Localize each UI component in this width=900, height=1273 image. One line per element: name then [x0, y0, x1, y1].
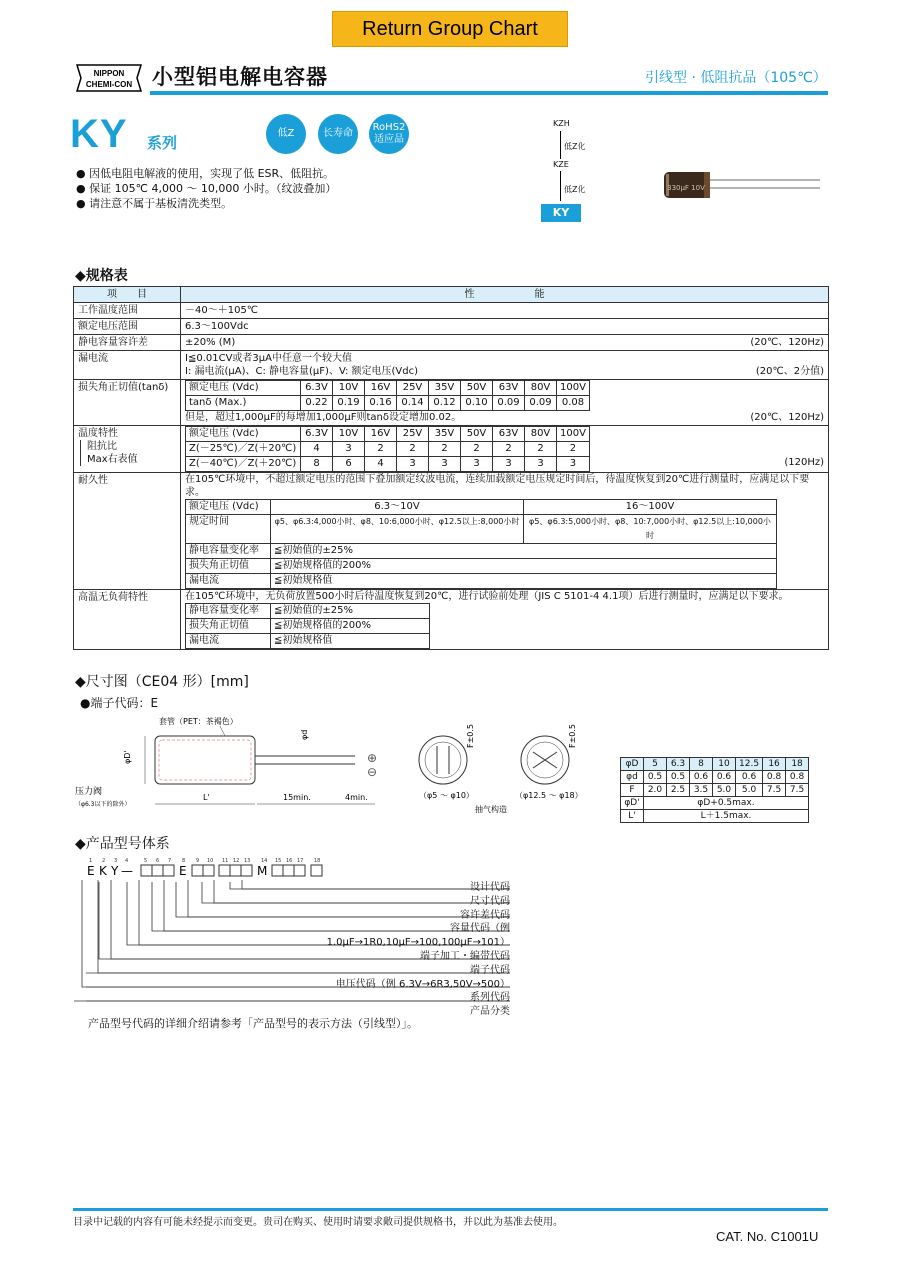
- dim-cell: 0.6: [736, 771, 763, 784]
- imp-value: 3: [397, 457, 429, 472]
- digit: 10: [207, 858, 214, 864]
- imp-value: 2: [557, 442, 590, 457]
- flow-arrow-2: [560, 171, 561, 201]
- impedance-table: [185, 426, 590, 472]
- digit: 11: [222, 858, 229, 864]
- dim-cell: 12.5: [736, 758, 763, 771]
- tan-value: 0.19: [333, 396, 365, 411]
- row-label: Max右表值: [87, 454, 138, 465]
- imp-value: 2: [461, 442, 493, 457]
- imp-value: 4: [301, 442, 333, 457]
- tan-volt: 10V: [333, 381, 365, 396]
- end-time: φ5、φ6.3:5,000小时、φ8、10:7,000小时、φ12.5以上:10,000小时: [524, 515, 777, 544]
- imp-volt: 6.3V: [301, 427, 333, 442]
- row-label: 损失角正切值(tanδ): [74, 380, 181, 426]
- tan-volt: 16V: [365, 381, 397, 396]
- tan-value: 0.14: [397, 396, 429, 411]
- dim-cell: 5.0: [713, 784, 736, 797]
- row-value: －40～＋105℃: [181, 303, 829, 319]
- digit: 9: [196, 858, 200, 864]
- imp-volt: 50V: [461, 427, 493, 442]
- endurance-table: [185, 499, 777, 589]
- view1-caption: （φ5 ～ φ10）: [419, 791, 474, 800]
- sleeve-label: 套管（PET：茶褐色）: [159, 717, 238, 726]
- imp-volt: 100V: [557, 427, 590, 442]
- feature-list: [76, 166, 336, 211]
- partnum-labels: [300, 881, 510, 1019]
- end-time: φ5、φ6.3:4,000小时、φ8、10:6,000小时、φ12.5以上:8,000小时: [271, 515, 524, 544]
- imp-volt: 10V: [333, 427, 365, 442]
- end-volt: 16～100V: [524, 500, 777, 515]
- dim-cell: 0.5: [644, 771, 667, 784]
- row-value: I: 漏电流(μA)、C: 静电容量(μF)、V: 额定电压(Vdc): [185, 366, 419, 377]
- imp-header: 额定电压 (Vdc): [186, 427, 301, 442]
- dim-cell: 5.0: [736, 784, 763, 797]
- flow-label-1: 低Z化: [564, 142, 586, 151]
- end-value: ≦初始规格值: [271, 574, 777, 589]
- end-header: 规定时间: [186, 515, 271, 544]
- imp-volt: 25V: [397, 427, 429, 442]
- imp-value: 2: [429, 442, 461, 457]
- dimension-drawing: [75, 712, 615, 824]
- dim-cell: φd: [621, 771, 644, 784]
- series-suffix: 系列: [147, 134, 178, 152]
- pitch-label-1: F±0.5: [466, 723, 475, 748]
- tan-volt: 6.3V: [301, 381, 333, 396]
- title-rule: [150, 91, 828, 95]
- catalog-number: CAT. No. C1001U: [716, 1229, 819, 1244]
- footer-text: 目录中记载的内容有可能未经提示而变更。贵司在购买、使用时请要求敞司提供规格书，并以此为基准去使用。: [73, 1217, 563, 1228]
- row-label: 漏电流: [74, 351, 181, 380]
- tan-volt: 100V: [557, 381, 590, 396]
- dim-cell: F: [621, 784, 644, 797]
- tan-volt: 80V: [525, 381, 557, 396]
- digit: 13: [244, 858, 251, 864]
- logo-text-1: NIPPON: [93, 69, 125, 78]
- long-life-badge: 长寿命: [318, 114, 358, 154]
- view2-caption: （φ12.5 ～ φ18）: [515, 791, 583, 800]
- pitch-label-2: F±0.5: [568, 723, 577, 748]
- dim-cell: 3.5: [690, 784, 713, 797]
- spec-table: [73, 286, 829, 650]
- digit: 12: [233, 858, 240, 864]
- imp-value: 6: [333, 457, 365, 472]
- end-header: 静电容量变化率: [186, 544, 271, 559]
- digit: 4: [125, 858, 129, 864]
- code-char: K: [99, 864, 107, 878]
- endurance-text: 在105℃环境中，不超过额定电压的范围下叠加额定纹波电流，连续加载额定电压规定时间后，待温度恢复到20℃进行测量时，应满足以下要求。: [185, 474, 810, 498]
- row-note: (120Hz): [784, 457, 824, 468]
- flow-current-ky: KY: [541, 204, 581, 222]
- code-char: M: [257, 864, 268, 878]
- row-label: 静电容量容许差: [74, 335, 181, 351]
- imp-value: 3: [333, 442, 365, 457]
- digit: 15: [275, 858, 282, 864]
- tan-table: [185, 380, 590, 411]
- pn-label: 电压代码（例 6.3V→6R3,50V→500）: [335, 978, 510, 990]
- digit: 14: [261, 858, 268, 864]
- dim-cell: φD': [621, 797, 644, 810]
- imp-value: 3: [493, 457, 525, 472]
- vent-note: （φ6.3以下的除外）: [75, 801, 131, 808]
- code-char: —: [121, 864, 133, 878]
- pn-label: 容量代码（例 1.0μF→1R0,10μF→100,100μF→101）: [326, 923, 510, 949]
- row-label: 高温无负荷特性: [74, 590, 181, 650]
- dim-cell: 10: [713, 758, 736, 771]
- dim-cell: 0.8: [786, 771, 809, 784]
- imp-header: Z(－25℃)／Z(＋20℃): [186, 442, 301, 457]
- digit: 3: [114, 858, 118, 864]
- code-char: E: [87, 864, 95, 878]
- imp-header: Z(－40℃)／Z(＋20℃): [186, 457, 301, 472]
- dim-cell: 0.6: [690, 771, 713, 784]
- dim-cell: 5: [644, 758, 667, 771]
- flow-arrow-1: [560, 131, 561, 159]
- end-volt: 6.3～10V: [271, 500, 524, 515]
- row-label: 工作温度范围: [74, 303, 181, 319]
- pn-label: 尺寸代码: [470, 895, 510, 907]
- lead-length-label: 15min.: [283, 793, 311, 802]
- end-header: 漏电流: [186, 574, 271, 589]
- code-char: Y: [111, 864, 119, 878]
- digit: 2: [102, 858, 106, 864]
- dim-cell: φD: [621, 758, 644, 771]
- tan-value: 0.09: [493, 396, 525, 411]
- end-header: 损失角正切值: [186, 559, 271, 574]
- imp-volt: 16V: [365, 427, 397, 442]
- imp-value: 3: [429, 457, 461, 472]
- row-label: 温度特性: [78, 428, 118, 439]
- footer-rule: [73, 1208, 828, 1211]
- pn-label: 设计代码: [470, 882, 510, 893]
- plus-icon: ⊕: [367, 751, 378, 765]
- tan-header: tanδ (Max.): [186, 396, 301, 411]
- dim-cell: L＋1.5max.: [644, 810, 809, 823]
- code-char: E: [179, 864, 187, 878]
- imp-volt: 35V: [429, 427, 461, 442]
- vent-struct-label: 抽气构造: [475, 805, 507, 814]
- imp-value: 2: [525, 442, 557, 457]
- tan-header: 额定电压 (Vdc): [186, 381, 301, 396]
- pn-label: 系列代码: [470, 992, 510, 1004]
- tan-value: 0.22: [301, 396, 333, 411]
- dim-cell: 8: [690, 758, 713, 771]
- dim-cell: 0.5: [667, 771, 690, 784]
- row-note: (20℃、2分值): [755, 366, 824, 377]
- feature-item: ● 保证 105℃ 4,000 ～ 10,000 小时。（纹波叠加）: [76, 181, 336, 196]
- length-label: L': [203, 793, 210, 802]
- row-label: 耐久性: [74, 473, 181, 590]
- dim-cell: 6.3: [667, 758, 690, 771]
- row-note: (20℃、120Hz): [750, 337, 824, 348]
- feature-item: ● 请注意不属于基板清洗类型。: [76, 196, 336, 211]
- tan-value: 0.10: [461, 396, 493, 411]
- flow-kze: KZE: [553, 160, 569, 169]
- digit: 17: [297, 858, 304, 864]
- pn-label: 端子加工・编带代码: [420, 950, 510, 962]
- end-value: ≦初始值的±25%: [271, 544, 777, 559]
- digit: 6: [156, 858, 160, 864]
- minus-icon: ⊖: [367, 765, 378, 779]
- flow-kzh: KZH: [553, 119, 570, 128]
- dim-cell: 16: [763, 758, 786, 771]
- imp-value: 3: [557, 457, 590, 472]
- tan-volt: 35V: [429, 381, 461, 396]
- digit: 18: [314, 858, 321, 864]
- row-label: 额定电压范围: [74, 319, 181, 335]
- lead-dia-label: φd: [300, 729, 309, 740]
- tan-volt: 63V: [493, 381, 525, 396]
- nippon-chemi-con-logo: [73, 63, 145, 93]
- tan-extra: 但是，超过1,000μF的每增加1,000μF则tanδ设定增加0.02。: [185, 412, 462, 423]
- flow-label-2: 低Z化: [564, 185, 586, 194]
- imp-value: 2: [397, 442, 429, 457]
- end-value: ≦初始规格值的200%: [271, 559, 777, 574]
- digit: 5: [144, 858, 148, 864]
- low-z-badge: 低Z: [266, 114, 306, 154]
- imp-value: 2: [365, 442, 397, 457]
- spec-heading: ◆规格表: [75, 268, 128, 284]
- imp-value: 8: [301, 457, 333, 472]
- tan-value: 0.08: [557, 396, 590, 411]
- tan-value: 0.12: [429, 396, 461, 411]
- dim-cell: 7.5: [786, 784, 809, 797]
- imp-value: 4: [365, 457, 397, 472]
- row-value: I≦0.01CV或者3μA中任意一个较大值: [185, 353, 352, 364]
- imp-volt: 63V: [493, 427, 525, 442]
- partnum-note: 产品型号代码的详细介绍请参考「产品型号的表示方法（引线型）」。: [88, 1017, 418, 1030]
- shelf-value: ≦初始规格值: [271, 634, 430, 649]
- feature-item: ● 因低电阻电解液的使用，实现了低 ESR、低阻抗。: [76, 166, 336, 181]
- shelf-text: 在105℃环境中，无负荷放置500小时后待温度恢复到20℃，进行试验前处理（JIS C 5101-4 4.1项）后进行测量时，应满足以下要求。: [185, 591, 789, 602]
- partnum-heading: ◆产品型号体系: [75, 836, 170, 852]
- return-group-chart-button[interactable]: Return Group Chart: [332, 11, 568, 47]
- dimension-table: [620, 757, 809, 823]
- pn-label: 端子代码: [470, 964, 510, 976]
- imp-value: 2: [493, 442, 525, 457]
- capacitor-image: [660, 166, 820, 210]
- shelf-header: 静电容量变化率: [186, 604, 271, 619]
- page-title: 小型铝电解电容器: [152, 65, 328, 89]
- shelf-header: 漏电流: [186, 634, 271, 649]
- tan-volt: 50V: [461, 381, 493, 396]
- dimension-heading: ◆尺寸图（CE04 形）[mm]: [75, 674, 249, 690]
- pn-label: 产品分类: [470, 1006, 510, 1018]
- tan-value: 0.09: [525, 396, 557, 411]
- row-note: (20℃、120Hz): [750, 412, 824, 423]
- capacitor-marking: 330μF 10V: [667, 184, 705, 192]
- digit: 16: [286, 858, 293, 864]
- dim-cell: 0.8: [763, 771, 786, 784]
- lead-diff-label: 4min.: [345, 793, 368, 802]
- series-name: KY: [70, 112, 128, 156]
- digit: 7: [168, 858, 172, 864]
- shelf-header: 损失角正切值: [186, 619, 271, 634]
- tan-volt: 25V: [397, 381, 429, 396]
- shelf-value: ≦初始值的±25%: [271, 604, 430, 619]
- dim-cell: φD+0.5max.: [644, 797, 809, 810]
- imp-value: 3: [525, 457, 557, 472]
- shelf-value: ≦初始规格值的200%: [271, 619, 430, 634]
- end-header: 额定电压 (Vdc): [186, 500, 271, 515]
- rohs2-badge: RoHS2 适应品: [369, 114, 409, 154]
- vent-label: 压力阀: [75, 787, 103, 797]
- dim-cell: 0.6: [713, 771, 736, 784]
- row-label: 阻抗比: [87, 441, 117, 452]
- terminal-code: ●端子代码：E: [80, 696, 159, 710]
- phid-label: φD': [123, 750, 132, 764]
- tan-value: 0.16: [365, 396, 397, 411]
- row-value: 6.3～100Vdc: [181, 319, 829, 335]
- row-value: ±20% (M): [185, 337, 236, 348]
- dim-cell: 18: [786, 758, 809, 771]
- col-perf-header: 性 能: [181, 287, 829, 303]
- shelf-table: [185, 603, 430, 649]
- imp-volt: 80V: [525, 427, 557, 442]
- dim-cell: L': [621, 810, 644, 823]
- pn-label: 容许差代码: [460, 909, 510, 921]
- dim-cell: 7.5: [763, 784, 786, 797]
- digit: 1: [89, 858, 93, 864]
- page-subtitle: 引线型 · 低阻抗品（105℃）: [645, 70, 827, 86]
- dim-cell: 2.0: [644, 784, 667, 797]
- logo-text-2: CHEMI-CON: [85, 80, 133, 89]
- digit: 8: [182, 858, 186, 864]
- col-item-header: 项 目: [74, 287, 181, 303]
- imp-value: 3: [461, 457, 493, 472]
- dim-cell: 2.5: [667, 784, 690, 797]
